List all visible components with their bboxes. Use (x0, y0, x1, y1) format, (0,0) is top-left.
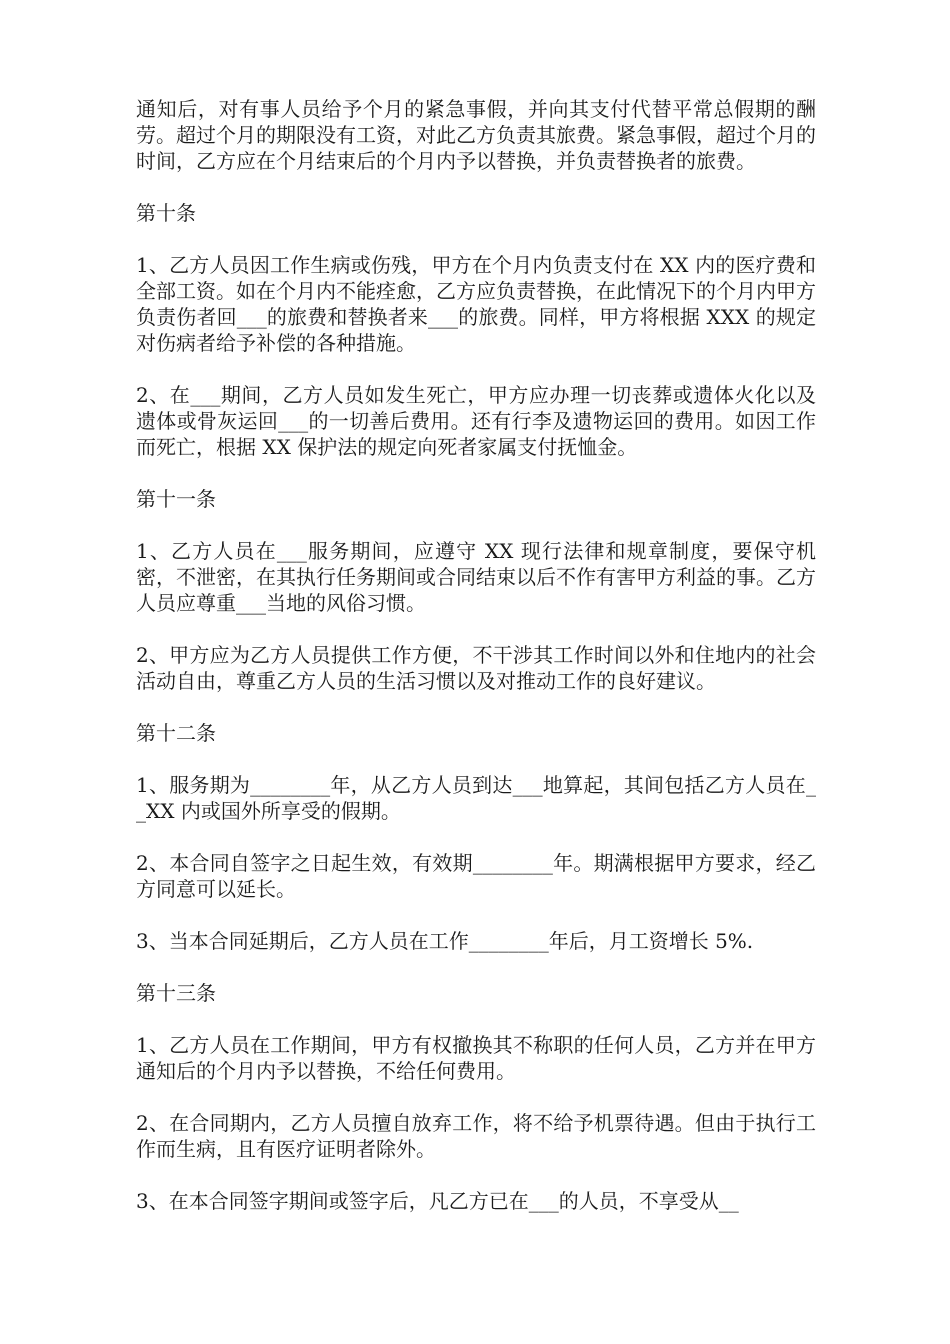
paragraph-12-2: 2、本合同自签字之日起生效，有效期________年。期满根据甲方要求，经乙方同意可以延长。 (136, 851, 816, 901)
paragraph-12-3: 3、当本合同延期后，乙方人员在工作________年后，月工资增长 5%. (136, 929, 754, 953)
paragraph-13-1: 1、乙方人员在工作期间，甲方有权撤换其不称职的任何人员，乙方并在甲方通知后的个月内予以替换，不给任何费用。 (136, 1033, 816, 1083)
article-heading-10: 第十条 (136, 201, 196, 225)
article-heading-12: 第十二条 (136, 721, 216, 745)
document-body (136, 96, 816, 1240)
article-heading-11: 第十一条 (136, 487, 216, 511)
paragraph-13-3: 3、在本合同签字期间或签字后，凡乙方已在___的人员，不享受从__ (136, 1189, 739, 1213)
paragraph-10-1: 1、乙方人员因工作生病或伤残，甲方在个月内负责支付在 XX 内的医疗费和全部工资。如在个月内不能痊愈，乙方应负责替换，在此情况下的个月内甲方负责伤者回___的旅费和替换者来___的旅费。同样，甲方将根据 XXX 的规定对伤病者给予补偿的各种措施。 (136, 253, 816, 355)
paragraph-13-2: 2、在合同期内，乙方人员擅自放弃工作，将不给予机票待遇。但由于执行工作而生病，且有医疗证明者除外。 (136, 1111, 816, 1161)
article-heading-13: 第十三条 (136, 981, 216, 1005)
paragraph-12-1: 1、服务期为________年，从乙方人员到达___地算起，其间包括乙方人员在__XX 内或国外所享受的假期。 (136, 773, 816, 823)
paragraph-10-2: 2、在___期间，乙方人员如发生死亡，甲方应办理一切丧葬或遗体火化以及遗体或骨灰运回___的一切善后费用。还有行李及遗物运回的费用。如因工作而死亡，根据 XX 保护法的规定向死者家属支付抚恤金。 (136, 383, 816, 459)
paragraph-11-1: 1、乙方人员在___服务期间，应遵守 XX 现行法律和规章制度，要保守机密，不泄密，在其执行任务期间或合同结束以后不作有害甲方利益的事。乙方人员应尊重___当地的风俗习惯。 (136, 539, 816, 615)
paragraph-11-2: 2、甲方应为乙方人员提供工作方便，不干涉其工作时间以外和住地内的社会活动自由，尊重乙方人员的生活习惯以及对推动工作的良好建议。 (136, 643, 816, 693)
paragraph-emergency-leave: 通知后，对有事人员给予个月的紧急事假，并向其支付代替平常总假期的酬劳。超过个月的期限没有工资，对此乙方负责其旅费。紧急事假，超过个月的时间，乙方应在个月结束后的个月内予以替换，并负责替换者的旅费。 (136, 97, 816, 173)
